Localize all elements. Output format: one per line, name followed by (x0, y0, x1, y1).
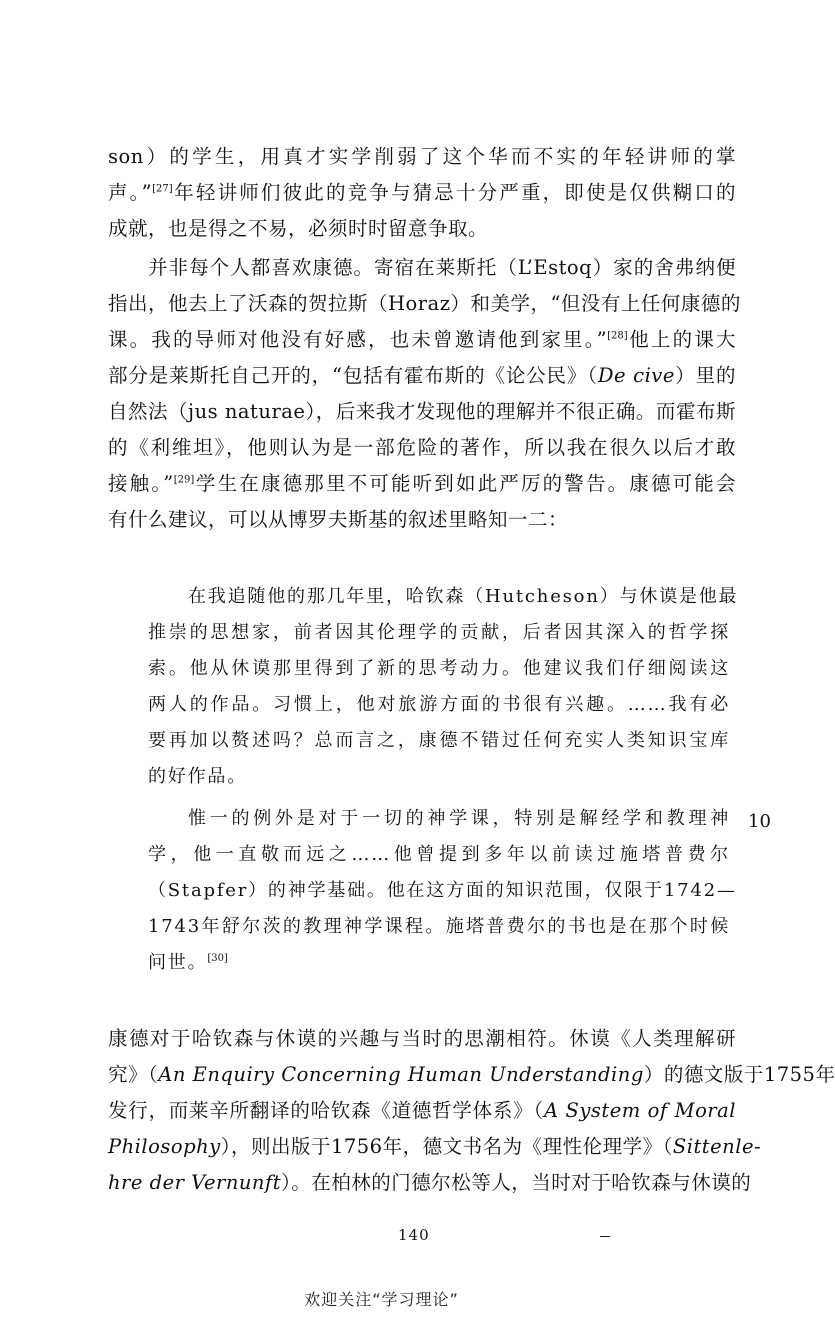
footnote-marker: [28] (607, 330, 628, 342)
quote-line: 惟一的例外是对于一切的神学课，特别是解经学和教理神 (188, 808, 730, 829)
text-line: 自然法（jus naturae），后来我才发现他的理解并不很正确。而霍布斯 (108, 400, 736, 423)
text-line: 指出，他去上了沃森的贺拉斯（Horaz）和美学，“但没有上任何康德的 (108, 292, 741, 315)
text-line: 课。我的导师对他没有好感，也未曾邀请他到家里。”[28]他上的课大 (108, 328, 736, 351)
quote-line: 推崇的思想家，前者因其伦理学的贡献，后者因其深入的哲学探 (148, 622, 730, 643)
text-line: 成就，也是得之不易，必须时时留意争取。 (108, 217, 489, 240)
text-line: 康德对于哈钦森与休谟的兴趣与当时的思潮相符。休谟《人类理解研 (108, 1027, 736, 1050)
quote-line: 1743年舒尔茨的教理神学课程。施塔普费尔的书也是在那个时候 (148, 916, 730, 937)
quote-line: 问世。[30] (148, 952, 228, 973)
quote-line: （Stapfer）的神学基础。他在这方面的知识范围，仅限于1742— (148, 880, 737, 901)
text-line: 究》（An Enquiry Concerning Human Understanding）的德文版于1755年 (108, 1063, 835, 1086)
text-line: 部分是莱斯托自己开的，“包括有霍布斯的《论公民》（De cive）里的 (108, 364, 736, 387)
text-line: 并非每个人都喜欢康德。寄宿在莱斯托（L’Estoq）家的舍弗纳便 (148, 256, 736, 279)
footnote-marker: [30] (207, 953, 228, 964)
text-line: son）的学生，用真才实学削弱了这个华而不实的年轻讲师的掌 (108, 145, 736, 168)
quote-line: 两人的作品。习惯上，他对旅游方面的书很有兴趣。……我有必 (148, 694, 730, 715)
quote-line: 要再加以赘述吗？总而言之，康德不错过任何充实人类知识宝库 (148, 730, 730, 751)
text-line: 发行，而莱辛所翻译的哈钦森《道德哲学体系》（A System of Moral (108, 1099, 736, 1122)
footer-note: 欢迎关注“学习理论” (304, 1290, 459, 1309)
text-line: 有什么建议，可以从博罗夫斯基的叙述里略知一二： (108, 508, 569, 531)
text-line: Philosophy），则出版于1756年，德文书名为《理性伦理学》（Sittenle- (108, 1135, 762, 1158)
footnote-marker: [27] (152, 183, 173, 195)
page-number: 140 (398, 1226, 430, 1244)
quote-line: 索。他从休谟那里得到了新的思考动力。他建议我们仔细阅读这 (148, 658, 730, 679)
text-line: hre der Vernunft）。在柏林的门德尔松等人，当时对于哈钦森与休谟的 (108, 1171, 752, 1194)
footnote-marker: [29] (173, 474, 195, 486)
quote-line: 在我追随他的那几年里，哈钦森（Hutcheson）与休谟是他最 (188, 586, 739, 607)
scan-mark (600, 1236, 610, 1237)
text-line: 接触。”[29]学生在康德那里不可能听到如此严厉的警告。康德可能会 (108, 472, 736, 495)
text-line: 声。”[27]年轻讲师们彼此的竞争与猜忌十分严重，即使是仅供糊口的 (108, 181, 736, 204)
margin-number: 10 (748, 811, 771, 832)
quote-line: 的好作品。 (148, 766, 247, 787)
quote-line: 学，他一直敬而远之……他曾提到多年以前读过施塔普费尔 (148, 844, 730, 865)
text-line: 的《利维坦》，他则认为是一部危险的著作，所以我在很久以后才敢 (108, 436, 736, 459)
